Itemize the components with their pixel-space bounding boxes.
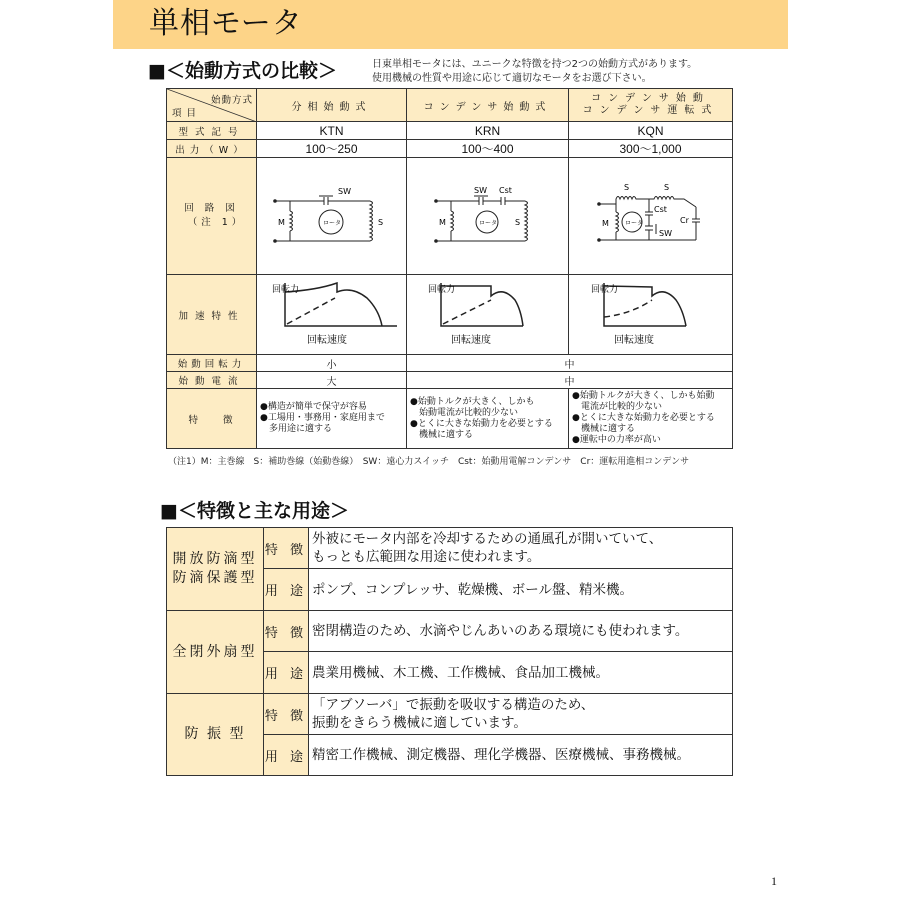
feature-line: ●始動トルクが大きく、しかも始動: [572, 391, 715, 401]
type-vibration-proof: 防 振 型: [167, 694, 264, 776]
accel-chart-split-phase: [257, 275, 407, 355]
label-feature: 特 徴: [264, 528, 309, 569]
usage-row: [167, 611, 733, 652]
corner-cell: [167, 89, 257, 122]
feature-line: 多用途に適する: [260, 424, 333, 434]
label-feature: 特 徴: [264, 694, 309, 735]
label-use: 用 途: [264, 569, 309, 611]
model-krn: KRN: [407, 122, 569, 140]
row-label-circuit: [167, 158, 257, 275]
row-output: [167, 140, 733, 158]
col-header-capacitor-run: [569, 89, 733, 122]
text-line: 振動をきらう機械に適しています。: [312, 715, 527, 731]
type-totally-enclosed-fan-cooled: 全閉外扇型: [167, 611, 264, 694]
torque-curve-split-phase: [267, 278, 397, 348]
col-header-split-phase: 分相始動式: [257, 89, 407, 122]
header-row: [167, 89, 733, 122]
feature-line: 電流が比較的少ない: [572, 402, 663, 412]
corner-item: 項目: [172, 108, 202, 119]
svg-text:SW: SW: [473, 185, 487, 195]
svg-text:Cst: Cst: [653, 204, 667, 214]
usage-row: [167, 528, 733, 569]
title-banner: [113, 0, 788, 49]
text-line: 外被にモータ内部を冷却するための通風孔が開いていて、: [312, 531, 663, 547]
svg-text:M: M: [438, 217, 446, 227]
usage-table: [166, 527, 733, 776]
svg-text:S: S: [514, 217, 520, 227]
col-header-line-1: コンデンサ始動: [591, 93, 710, 104]
feature-line: 始動電流が比較的少ない: [410, 407, 519, 418]
circuit-split-phase-icon: [272, 185, 392, 245]
label-use: 用 途: [264, 652, 309, 694]
torque-curve-capacitor-run: [586, 278, 716, 348]
row-label-features: 特 徴: [167, 389, 257, 449]
feature-line: ●とくに大きな始動力を必要とする: [572, 413, 715, 423]
row-label-starting-current: 始動電流: [167, 372, 257, 389]
row-label-starting-torque: 始動回転力: [167, 355, 257, 372]
svg-text:ロータ: ロータ: [624, 219, 643, 227]
circuit-diagram-capacitor-start: [407, 158, 569, 275]
row-starting-torque: [167, 355, 733, 372]
accel-chart-capacitor-run: [569, 275, 733, 355]
feature-text: 密閉構造のため、水滴やじんあいのある環境にも使われます。: [309, 611, 733, 652]
svg-text:SW: SW: [337, 186, 351, 196]
svg-text:M: M: [601, 218, 609, 228]
row-model: [167, 122, 733, 140]
feature-line: ●とくに大きな始動力を必要とする: [410, 418, 553, 429]
text-line: もっとも広範囲な用途に使われます。: [312, 549, 541, 565]
circuit-capacitor-run-icon: [596, 182, 706, 248]
feature-line: 機械に適する: [572, 424, 636, 434]
feature-line: ●構造が簡単で保守が容易: [260, 402, 367, 412]
svg-text:Cst: Cst: [498, 185, 512, 195]
circuit-capacitor-start-icon: [433, 185, 543, 245]
page-number: 1: [771, 874, 777, 888]
svg-text:回転力: 回転力: [590, 285, 618, 295]
features-split-phase: [257, 389, 407, 449]
usage-row: [167, 694, 733, 735]
row-acceleration: [167, 275, 733, 355]
features-capacitor-run: [569, 389, 733, 449]
page-title: 単相モータ: [149, 6, 303, 41]
starting-torque-capacitor: 中: [407, 355, 733, 372]
svg-text:S: S: [663, 182, 669, 192]
circuit-label-line-1: 回 路 図: [184, 203, 239, 214]
svg-text:S: S: [623, 182, 629, 192]
type-line-1: 開放防滴型: [172, 551, 258, 567]
type-line-2: 防滴保護型: [172, 570, 258, 586]
comparison-table: [166, 88, 733, 449]
text-line: 「アブソーバ」で振動を吸収する構造のため、: [312, 697, 595, 713]
starting-torque-split-phase: 小: [257, 355, 407, 372]
feature-text: [309, 528, 733, 569]
row-circuit: [167, 158, 733, 275]
circuit-diagram-split-phase: [257, 158, 407, 275]
row-starting-current: [167, 372, 733, 389]
circuit-diagram-capacitor-run: [569, 158, 733, 275]
section-heading-comparison: ■＜始動方式の比較＞: [148, 60, 337, 82]
output-kqn: 300〜1,000: [569, 140, 733, 158]
svg-text:回転速度: 回転速度: [450, 335, 491, 346]
label-feature: 特 徴: [264, 611, 309, 652]
footnote: （注1）M：主巻線 S：補助巻線（始動巻線） SW：遠心力スイッチ Cst：始動用電解コンデンサ Cr：運転用進相コンデンサ: [168, 457, 690, 467]
feature-line: 機械に適する: [410, 429, 474, 440]
row-label-model: 型式記号: [167, 122, 257, 140]
svg-text:回転速度: 回転速度: [613, 335, 654, 346]
label-use: 用 途: [264, 735, 309, 776]
intro-line-2: 使用機械の性質や用途に応じて適切なモータをお選び下さい。: [372, 73, 652, 84]
section-heading-usage: ■＜特徴と主な用途＞: [160, 500, 349, 522]
starting-current-capacitor: 中: [407, 372, 733, 389]
starting-current-split-phase: 大: [257, 372, 407, 389]
row-label-acceleration: 加速特性: [167, 275, 257, 355]
svg-text:ロータ: ロータ: [478, 219, 497, 227]
accel-chart-capacitor-start: [407, 275, 569, 355]
row-label-output: 出力（W）: [167, 140, 257, 158]
svg-text:回転力: 回転力: [427, 285, 455, 295]
intro-text: [372, 58, 697, 86]
svg-text:Cr: Cr: [679, 215, 689, 225]
use-text: ポンプ、コンプレッサ、乾燥機、ボール盤、精米機。: [309, 569, 733, 611]
corner-start-method: 始動方式: [210, 95, 253, 106]
model-kqn: KQN: [569, 122, 733, 140]
svg-text:回転力: 回転力: [271, 285, 299, 295]
svg-text:M: M: [277, 217, 285, 227]
type-open-drip-proof: [167, 528, 264, 611]
svg-text:S: S: [377, 217, 383, 227]
output-krn: 100〜400: [407, 140, 569, 158]
intro-line-1: 日東単相モータには、ユニークな特徴を持つ2つの始動方式があります。: [372, 59, 698, 70]
feature-line: ●始動トルクが大きく、しかも: [410, 396, 535, 407]
features-capacitor-start: [407, 389, 569, 449]
circuit-label-line-2: （注 1）: [187, 217, 246, 228]
col-header-line-2: コンデンサ運転式: [582, 105, 719, 116]
svg-text:SW: SW: [658, 228, 672, 238]
col-header-capacitor-start: コンデンサ始動式: [407, 89, 569, 122]
svg-text:ロータ: ロータ: [322, 219, 341, 227]
torque-curve-capacitor-start: [423, 278, 553, 348]
feature-text: [309, 694, 733, 735]
feature-line: ●工場用・事務用・家庭用まで: [260, 413, 385, 423]
model-ktn: KTN: [257, 122, 407, 140]
use-text: 精密工作機械、測定機器、理化学機器、医療機械、事務機械。: [309, 735, 733, 776]
svg-text:回転速度: 回転速度: [306, 335, 347, 346]
feature-line: ●運転中の力率が高い: [572, 435, 661, 445]
row-features: [167, 389, 733, 449]
output-ktn: 100〜250: [257, 140, 407, 158]
use-text: 農業用機械、木工機、工作機械、食品加工機械。: [309, 652, 733, 694]
